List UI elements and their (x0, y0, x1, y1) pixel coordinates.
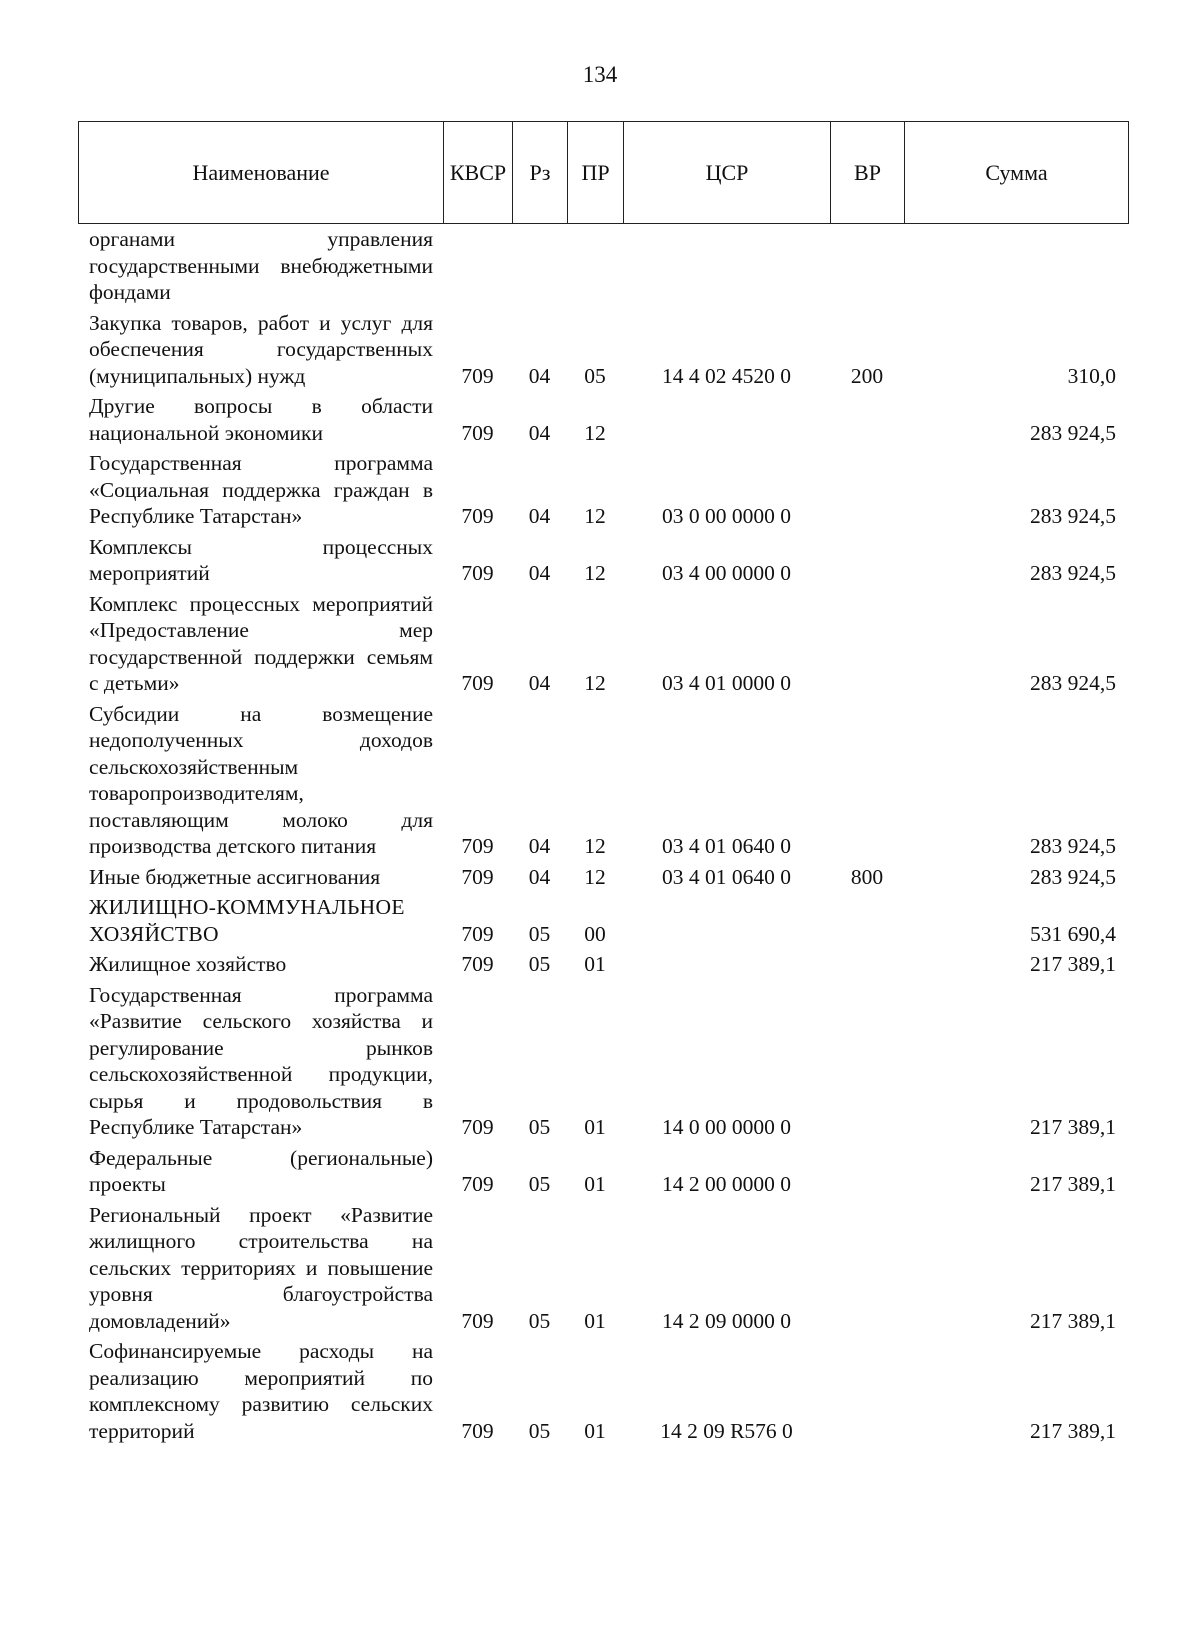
cell-name: Иные бюджетные ассигнования (89, 864, 381, 889)
column-header-name: Наименование (79, 122, 444, 224)
cell-vr (830, 591, 904, 701)
cell-rz: 05 (528, 952, 551, 976)
cell-csr: 03 4 01 0640 0 (662, 834, 791, 858)
cell-sum: 283 924,5 (1030, 420, 1116, 445)
cell-name: Другие вопросы в области национальной экономики (89, 394, 433, 445)
cell-pr: 01 (584, 1172, 606, 1196)
cell-kvsr: 709 (461, 420, 494, 445)
cell-vr (830, 534, 904, 591)
table-row (78, 951, 1128, 982)
column-header-sum: Сумма (905, 122, 1129, 224)
cell-csr (623, 894, 830, 951)
cell-rz: 04 (528, 671, 551, 695)
table-row (78, 982, 1128, 1145)
cell-rz: 04 (528, 420, 551, 445)
table-row (78, 591, 1128, 701)
cell-pr: 01 (584, 952, 606, 976)
cell-pr: 01 (584, 1308, 606, 1333)
cell-rz: 05 (528, 1115, 551, 1139)
cell-name: Государственная программа «Социальная поддержка граждан в Республике Татарстан» (89, 451, 433, 528)
cell-pr: 12 (584, 561, 606, 585)
cell-csr: 14 0 00 0000 0 (662, 1115, 791, 1139)
cell-name: Комплексы процессных мероприятий (89, 534, 433, 585)
cell-vr (830, 894, 904, 951)
cell-sum (904, 226, 1128, 310)
page-number: 134 (582, 62, 618, 87)
cell-rz: 04 (528, 363, 551, 388)
cell-rz: 05 (528, 1308, 551, 1333)
cell-csr: 14 2 09 0000 0 (662, 1308, 791, 1333)
cell-pr: 01 (584, 1418, 606, 1443)
cell-csr: 14 2 00 0000 0 (662, 1172, 791, 1196)
cell-kvsr: 709 (461, 363, 494, 388)
cell-name: Комплекс процессных мероприятий «Предоставление мер государственной поддержки семьям с детьми» (89, 591, 433, 695)
cell-pr (567, 226, 623, 310)
cell-name: Субсидии на возмещение недополученных доходов сельскохозяйственным товаропроизводителям, поставляющим молоко для производства детского питания (89, 701, 433, 858)
cell-sum: 283 924,5 (1030, 561, 1116, 585)
cell-rz: 04 (528, 504, 551, 528)
cell-vr (830, 1202, 904, 1339)
cell-sum: 283 924,5 (1030, 671, 1116, 695)
cell-name: Федеральные (региональные) проекты (89, 1145, 433, 1196)
column-header-kvsr: КВСР (444, 122, 513, 224)
cell-rz: 04 (528, 834, 551, 858)
cell-csr: 14 4 02 4520 0 (662, 363, 791, 388)
cell-csr: 03 4 00 0000 0 (662, 561, 791, 585)
cell-vr (830, 982, 904, 1145)
cell-csr (623, 226, 830, 310)
cell-csr: 03 4 01 0640 0 (662, 864, 791, 889)
cell-pr: 12 (584, 504, 606, 528)
cell-name: ЖИЛИЩНО-КОММУНАЛЬНОЕ ХОЗЯЙСТВО (89, 895, 405, 946)
cell-csr (623, 951, 830, 982)
cell-name: органами управления государственными внебюджетными фондами (89, 227, 433, 304)
cell-vr (830, 226, 904, 310)
cell-csr: 03 4 01 0000 0 (662, 671, 791, 695)
cell-name: Жилищное хозяйство (89, 952, 287, 976)
table-row (78, 534, 1128, 591)
cell-pr: 00 (584, 921, 606, 946)
cell-vr (830, 1338, 904, 1448)
cell-sum: 217 389,1 (1030, 1115, 1116, 1139)
cell-rz: 04 (528, 561, 551, 585)
cell-sum: 283 924,5 (1030, 864, 1116, 889)
cell-csr: 14 2 09 R576 0 (660, 1418, 793, 1443)
table-header (78, 121, 1129, 224)
cell-kvsr: 709 (461, 1308, 494, 1333)
table-row (78, 450, 1128, 534)
cell-kvsr: 709 (461, 1172, 494, 1196)
table-row (78, 894, 1128, 951)
cell-sum: 531 690,4 (1030, 921, 1116, 946)
table-row (78, 1145, 1128, 1202)
cell-pr: 01 (584, 1115, 606, 1139)
cell-kvsr: 709 (461, 671, 494, 695)
table-row (78, 1338, 1128, 1448)
cell-pr: 12 (584, 671, 606, 695)
cell-kvsr: 709 (461, 864, 494, 889)
cell-sum: 217 389,1 (1030, 1418, 1116, 1443)
table-row (78, 226, 1128, 310)
cell-name: Закупка товаров, работ и услуг для обеспечения государственных (муниципальных) нужд (89, 310, 433, 388)
cell-vr (830, 701, 904, 864)
cell-vr (830, 951, 904, 982)
table-row (78, 393, 1128, 450)
cell-pr: 05 (584, 363, 606, 388)
cell-kvsr: 709 (461, 952, 494, 976)
cell-pr: 12 (584, 864, 606, 889)
cell-csr (623, 393, 830, 450)
cell-kvsr (443, 226, 512, 310)
cell-kvsr: 709 (461, 834, 494, 858)
cell-vr (830, 1145, 904, 1202)
cell-rz: 05 (528, 921, 551, 946)
cell-sum: 217 389,1 (1030, 952, 1116, 976)
cell-vr: 200 (850, 363, 884, 388)
table-row (78, 701, 1128, 864)
column-header-rz: Рз (513, 122, 568, 224)
cell-sum: 283 924,5 (1030, 834, 1116, 858)
cell-csr: 03 0 00 0000 0 (662, 504, 791, 528)
cell-rz: 05 (528, 1172, 551, 1196)
column-header-pr: ПР (568, 122, 624, 224)
cell-sum: 217 389,1 (1030, 1172, 1116, 1196)
cell-vr: 800 (850, 864, 884, 889)
cell-kvsr: 709 (461, 921, 494, 946)
budget-table (78, 226, 1128, 1448)
table-row (78, 1202, 1128, 1339)
column-header-csr: ЦСР (624, 122, 831, 224)
cell-name: Софинансируемые расходы на реализацию мероприятий по комплексному развитию сельских территорий (89, 1339, 433, 1443)
cell-name: Региональный проект «Развитие жилищного строительства на сельских территориях и повышение уровня благоустройства домовладений» (89, 1202, 433, 1333)
cell-kvsr: 709 (461, 1418, 494, 1443)
table-row (78, 864, 1128, 895)
table-row (78, 310, 1128, 394)
cell-sum: 283 924,5 (1030, 504, 1116, 528)
cell-rz: 05 (528, 1418, 551, 1443)
cell-pr: 12 (584, 834, 606, 858)
cell-name: Государственная программа «Развитие сельского хозяйства и регулирование рынков сельскохозяйственной продукции, сырья и продовольствия в Республике Татарстан» (89, 982, 433, 1139)
cell-vr (830, 393, 904, 450)
cell-rz (512, 226, 567, 310)
cell-pr: 12 (584, 420, 606, 445)
cell-vr (830, 450, 904, 534)
cell-rz: 04 (528, 864, 551, 889)
cell-sum: 310,0 (1067, 363, 1116, 388)
cell-kvsr: 709 (461, 1115, 494, 1139)
cell-sum: 217 389,1 (1030, 1308, 1116, 1333)
cell-kvsr: 709 (461, 561, 494, 585)
column-header-vr: ВР (831, 122, 905, 224)
cell-kvsr: 709 (461, 504, 494, 528)
